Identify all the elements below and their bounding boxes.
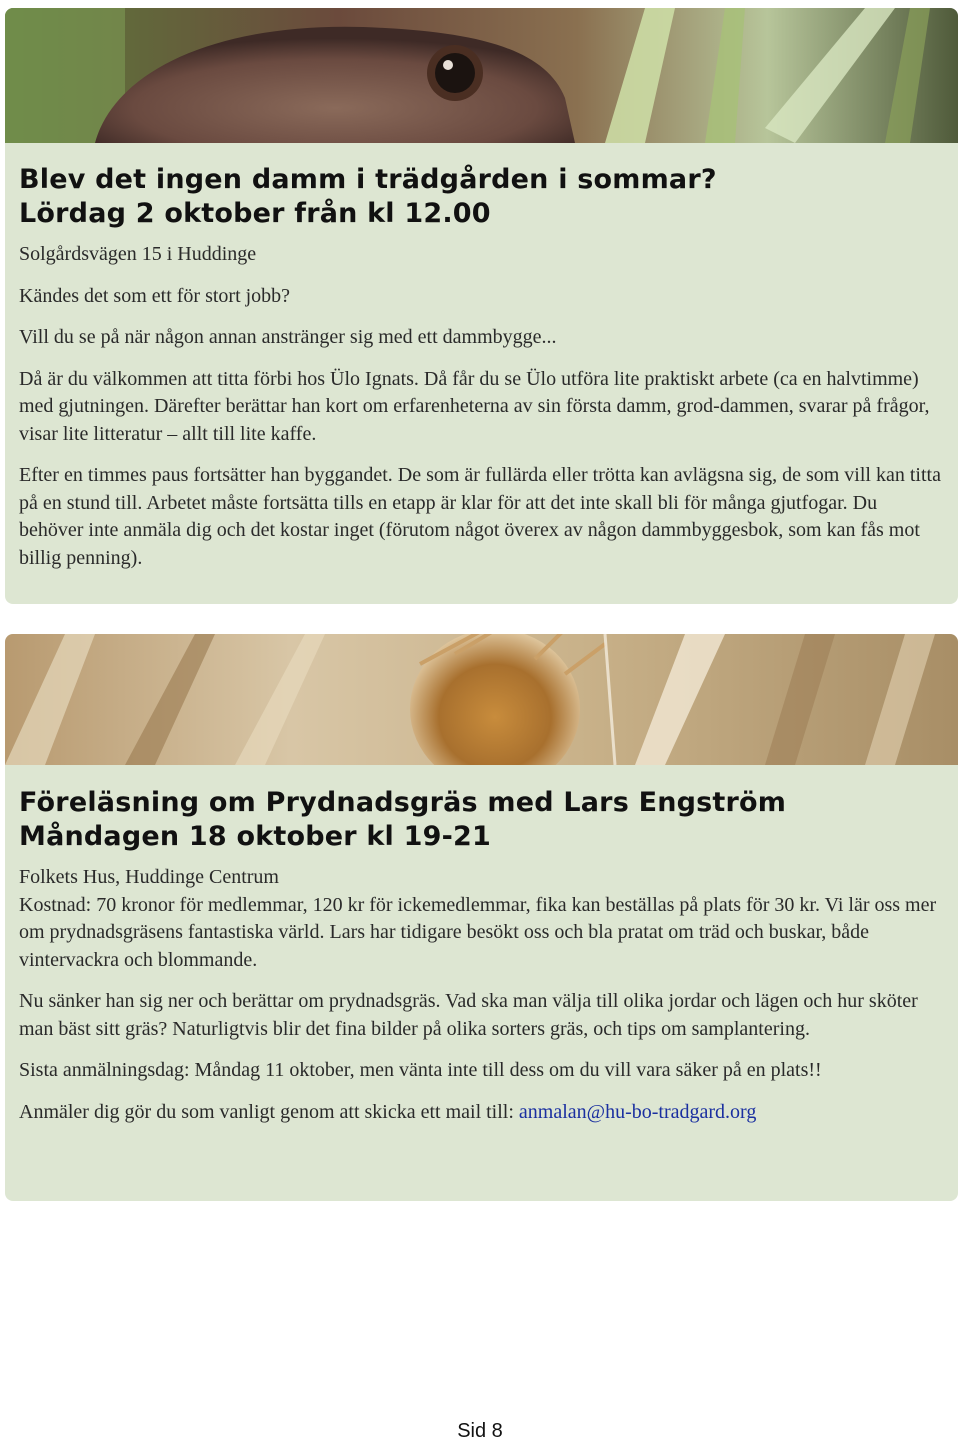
frog-photo	[5, 8, 958, 143]
event-card-lecture	[5, 634, 958, 1201]
event-lecture-deadline: Sista anmälningsdag: Måndag 11 oktober, men vänta inte till dess om du vill vara säker på en plats!!	[19, 1059, 822, 1081]
event-lecture-venue: Folkets Hus, Huddinge Centrum	[19, 866, 279, 888]
event-lecture-signup	[19, 1099, 944, 1127]
event-pond-title-line2: Lördag 2 oktober från kl 12.00	[19, 198, 491, 229]
event-pond-title	[19, 163, 944, 231]
event-lecture-title-line1: Föreläsning om Prydnadsgräs med Lars Engström	[19, 787, 787, 818]
event-lecture-cost: Kostnad: 70 kronor för medlemmar, 120 kr för ickemedlemmar, fika kan beställas på plats för 30 kr. Vi lär oss mer om prydnadsgräsens fantastiska värld. Lars har tidigare besökt oss och bla pratat om träd och buskar, både vintervackra och blommande.	[19, 893, 937, 971]
event-lecture-signup-text: Anmäler dig gör du som vanligt genom att skicka ett mail till:	[19, 1100, 519, 1123]
event-pond-content	[19, 163, 944, 572]
event-lecture-title	[19, 786, 944, 854]
signup-email-link[interactable]: anmalan@hu-bo-tradgard.org	[518, 1100, 757, 1123]
event-pond-intro: Kändes det som ett för stort jobb?	[19, 284, 291, 307]
event-lecture-description: Nu sänker han sig ner och berättar om prydnadsgräs. Vad ska man välja till olika jordar och lägen och hur sköter man bäst sitt gräs? Naturligtvis blir det fina bilder på olika sorters gräs, och tips om samplantering.	[19, 990, 918, 1040]
page-number: Sid 8	[457, 1420, 503, 1442]
event-lecture-title-line2: Måndagen 18 oktober kl 19-21	[19, 821, 491, 852]
teasel-photo	[5, 634, 958, 765]
event-pond-address: Solgårdsvägen 15 i Huddinge	[19, 243, 257, 265]
event-pond-description: Då är du välkommen att titta förbi hos Ülo Ignats. Då får du se Ülo utföra lite praktiskt arbete (ca en halvtimme) med gjutningen. Därefter berättar han kort om erfarenheterna av sin första damm, grod-dammen, svarar på frågor, visar lite litteratur – allt till lite kaffe.	[19, 367, 930, 445]
event-lecture-content	[19, 786, 944, 1126]
event-pond-details: Efter en timmes paus fortsätter han byggandet. De som är fullärda eller trötta kan avlägsna sig, de som vill kan titta på en stund till. Arbetet måste fortsätta tills en etapp är klar för att det inte skall bli för många gjutfogar. Du behöver inte anmäla dig och det kostar inget (förutom något överex av någon dammbyggesbok, som kan fås mot billig penning).	[19, 464, 941, 569]
event-pond-question: Vill du se på när någon annan anstränger sig med ett dammbygge...	[19, 326, 557, 348]
event-card-pond	[5, 8, 958, 604]
event-pond-title-line1: Blev det ingen damm i trädgården i sommar?	[19, 164, 717, 195]
